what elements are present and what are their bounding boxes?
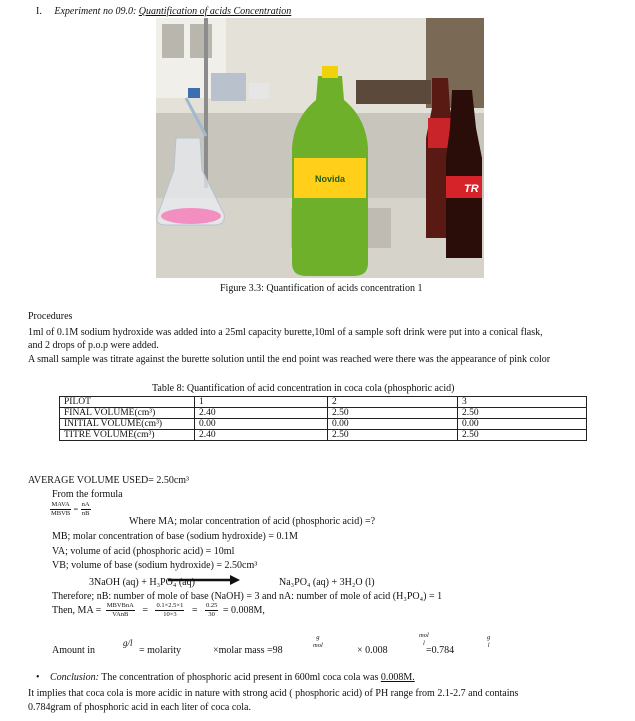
va-definition: VA; volume of acid (phosphoric acid) = 10ml [52,546,235,557]
can-label-text: TR [464,183,479,195]
table-cell: TITRE VOLUME(cm³) [60,430,195,441]
table-cell: 2.50 [328,430,458,441]
bottle-label-text: Novida [314,174,346,184]
result-0784: =0.784 [426,645,455,656]
ma-result: = 0.008M, [222,605,265,616]
conclusion-value: 0.008M. [380,672,415,683]
formula-equals: = [73,504,79,514]
experiment-photo [156,18,484,278]
table-row [60,430,587,441]
formula1-den: VAnB [112,611,129,618]
table-row [60,397,587,408]
amount-label: Amount in [52,645,96,656]
bullet-icon: • [36,672,40,683]
formula-mbvb: MBVB [51,510,71,517]
formula3-den: 30 [208,611,215,618]
table-cell: 2.50 [458,430,587,441]
table-cell: 2.50 [328,408,458,419]
reaction-right: Na₃PO₄ (aq) + 3H₂O (l) [279,577,375,588]
unit-g-2: g [487,634,491,641]
unit-g-per-mol [312,634,324,650]
equals-sign: = [142,605,148,616]
formula-nb: nB [81,510,90,517]
table-cell: PILOT [60,397,195,408]
times-0008: × 0.008 [357,645,388,656]
formula-ratio [50,501,91,518]
unit-l: l [422,640,425,647]
heading-label: Experiment no 09.0: [54,6,137,17]
table-cell: FINAL VOLUME(cm³) [60,408,195,419]
table-cell: 0.00 [328,419,458,430]
unit-mol-2: mol [419,632,429,639]
procedures-line-1: 1ml of 0.1M sodium hydroxide was added into a 25ml capacity burette,10ml of a sample soft drink were put into a conical flask, [28,327,543,338]
table-cell: INITIAL VOLUME(cm³) [60,419,195,430]
where-ma: Where MA; molar concentration of acid (phosphoric acid) =? [129,516,376,527]
unit-mol: mol [313,642,323,649]
therefore-line: Therefore; nB: number of mole of base (NaOH) = 3 and nA: number of mole of acid (H₃PO₄) = 1 [52,591,443,602]
procedures-title: Procedures [28,311,73,322]
unit-g-per-l [486,634,491,650]
reaction-arrow-icon [168,575,240,585]
average-volume: AVERAGE VOLUME USED= 2.50cm³ [28,475,190,486]
table-cell: 3 [458,397,587,408]
experiment-heading [36,6,291,17]
heading-number: I. [36,6,42,17]
table-cell: 0.00 [195,419,328,430]
table-cell: 0.00 [458,419,587,430]
table-row [60,419,587,430]
conclusion-text: The concentration of phosphoric acid present in 600ml coca cola was [101,672,379,683]
times-molar-mass: ×molar mass =98 [213,645,283,656]
formula2-den: 10×3 [163,611,177,618]
table-cell: 2.50 [458,408,587,419]
formula-mava: MAVA [51,501,70,508]
conclusion-line [36,672,415,683]
lab-scene-image [156,18,484,278]
mb-definition: MB; molar concentration of base (sodium hydroxide) = 0.1M [52,531,298,542]
titration-table [59,396,587,441]
table-caption: Table 8: Quantification of acid concentration in coca cola (phosphoric acid) [152,383,455,394]
unit-l-2: l [487,642,490,649]
conclusion-line-3: 0.784gram of phosphoric acid in each liter of coca cola. [28,702,251,713]
table-row [60,408,587,419]
heading-title: Quantification of acids Concentration [138,6,292,17]
then-ma-line [52,602,265,619]
conclusion-line-2: It implies that coca cola is more acidic in nature with strong acid ( phosphoric acid) of PH range from 2.1-2.7 and contains [28,688,519,699]
table-cell: 2.40 [195,430,328,441]
table-cell: 2.40 [195,408,328,419]
equals-sign: = [191,605,198,616]
from-formula: From the formula [52,489,123,500]
table-cell: 1 [195,397,328,408]
procedures-line-2: and 2 drops of p.o.p were added. [28,340,159,351]
g-per-l-symbol: g/l [123,638,133,648]
formula3-num: 0.25 [205,602,218,609]
conclusion-label: Conclusion: [50,672,99,683]
reaction-left: 3NaOH (aq) + H₃PO₄ (aq) [89,577,195,588]
equals-molarity: = molarity [139,645,182,656]
formula2-num: 0.1×2.5×1 [156,602,184,609]
formula-na: nA [81,501,90,508]
unit-g: g [316,634,320,641]
vb-definition: VB; volume of base (sodium hydroxide) = 2.50cm³ [52,560,258,571]
table-cell: 2 [328,397,458,408]
then-ma-label: Then, MA = [52,605,102,616]
formula1-num: MBVBnA [106,602,134,609]
figure-caption: Figure 3.3: Quantification of acids concentration 1 [220,283,423,294]
procedures-line-3: A small sample was titrate against the burette solution until the end point was reached were there was the appearance of pink color [28,354,551,365]
